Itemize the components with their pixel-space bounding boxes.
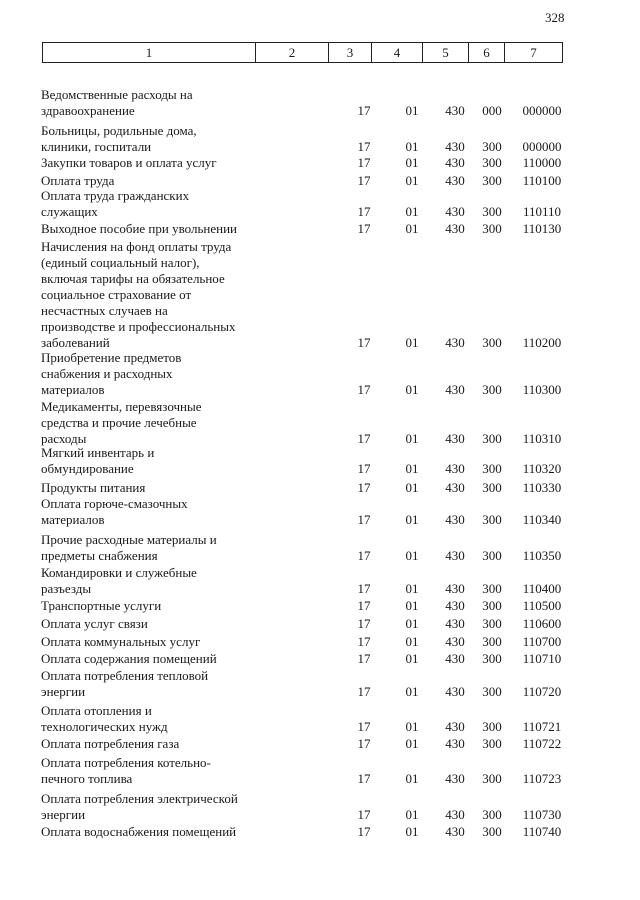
row-code-c7: 110200 <box>522 335 562 350</box>
column-header-6: 6 <box>469 43 505 63</box>
row-code-c5: 430 <box>445 173 465 188</box>
row-code-c5: 430 <box>445 382 465 397</box>
row-code-c5: 430 <box>445 807 465 822</box>
row-code-c6: 300 <box>482 335 502 350</box>
row-code-c3: 17 <box>357 431 371 446</box>
row-code-c7: 110310 <box>522 431 562 446</box>
row-code-c5: 430 <box>445 824 465 839</box>
row-code-c3: 17 <box>357 548 371 563</box>
column-header-7: 7 <box>505 43 563 63</box>
row-code-c3: 17 <box>357 204 371 219</box>
row-name: Оплата потребления газа <box>41 736 180 751</box>
row-code-c3: 17 <box>357 461 371 476</box>
row-code-c3: 17 <box>357 221 371 236</box>
row-code-c4: 01 <box>405 651 419 666</box>
row-code-c3: 17 <box>357 598 371 613</box>
row-code-c7: 110721 <box>522 719 562 734</box>
row-code-c7: 110740 <box>522 824 562 839</box>
row-code-c3: 17 <box>357 382 371 397</box>
row-code-c6: 300 <box>482 616 502 631</box>
row-code-c6: 300 <box>482 684 502 699</box>
row-code-c7: 110723 <box>522 771 562 786</box>
row-code-c7: 110340 <box>522 512 562 527</box>
row-code-c6: 300 <box>482 598 502 613</box>
row-code-c4: 01 <box>405 480 419 495</box>
row-code-c7: 110700 <box>522 634 562 649</box>
row-code-c6: 300 <box>482 736 502 751</box>
row-code-c7: 110710 <box>522 651 562 666</box>
row-code-c4: 01 <box>405 335 419 350</box>
row-code-c3: 17 <box>357 684 371 699</box>
row-code-c3: 17 <box>357 512 371 527</box>
row-code-c4: 01 <box>405 173 419 188</box>
page-number: 328 <box>545 10 565 25</box>
row-code-c4: 01 <box>405 684 419 699</box>
row-code-c7: 110500 <box>522 598 562 613</box>
row-name: Оплата отопления и технологических нужд <box>41 703 168 734</box>
row-code-c5: 430 <box>445 204 465 219</box>
row-code-c3: 17 <box>357 581 371 596</box>
row-code-c6: 300 <box>482 771 502 786</box>
row-code-c4: 01 <box>405 581 419 596</box>
row-name: Закупки товаров и оплата услуг <box>41 155 217 170</box>
row-code-c5: 430 <box>445 461 465 476</box>
row-code-c5: 430 <box>445 634 465 649</box>
row-code-c6: 300 <box>482 581 502 596</box>
row-name: Оплата труда гражданских служащих <box>41 188 190 219</box>
row-code-c7: 110000 <box>522 155 562 170</box>
row-code-c5: 430 <box>445 581 465 596</box>
row-code-c7: 110330 <box>522 480 562 495</box>
row-code-c7: 110110 <box>522 204 562 219</box>
row-code-c6: 300 <box>482 807 502 822</box>
row-code-c4: 01 <box>405 512 419 527</box>
column-header-4: 4 <box>372 43 423 63</box>
row-name: Оплата коммунальных услуг <box>41 634 201 649</box>
row-code-c7: 110720 <box>522 684 562 699</box>
row-code-c3: 17 <box>357 480 371 495</box>
row-code-c5: 430 <box>445 616 465 631</box>
row-code-c5: 430 <box>445 139 465 154</box>
row-code-c6: 300 <box>482 480 502 495</box>
row-code-c5: 430 <box>445 548 465 563</box>
row-name: Оплата водоснабжения помещений <box>41 824 237 839</box>
row-code-c4: 01 <box>405 461 419 476</box>
row-name: Мягкий инвентарь и обмундирование <box>41 445 155 476</box>
row-code-c6: 300 <box>482 173 502 188</box>
row-code-c6: 300 <box>482 221 502 236</box>
row-code-c7: 110130 <box>522 221 562 236</box>
row-code-c6: 300 <box>482 512 502 527</box>
row-code-c6: 300 <box>482 431 502 446</box>
row-code-c5: 430 <box>445 335 465 350</box>
row-code-c7: 110300 <box>522 382 562 397</box>
row-name: Оплата потребления котельно- печного топлива <box>41 755 211 786</box>
row-code-c4: 01 <box>405 155 419 170</box>
row-name: Оплата услуг связи <box>41 616 148 631</box>
row-code-c7: 110400 <box>522 581 562 596</box>
row-code-c3: 17 <box>357 771 371 786</box>
row-name: Оплата горюче-смазочных материалов <box>41 496 188 527</box>
row-code-c4: 01 <box>405 771 419 786</box>
row-code-c3: 17 <box>357 616 371 631</box>
row-code-c6: 300 <box>482 461 502 476</box>
row-code-c3: 17 <box>357 139 371 154</box>
row-code-c4: 01 <box>405 616 419 631</box>
row-code-c4: 01 <box>405 204 419 219</box>
row-name: Командировки и служебные разъезды <box>41 565 197 596</box>
row-code-c5: 430 <box>445 155 465 170</box>
row-code-c7: 000000 <box>522 139 562 154</box>
row-code-c7: 110320 <box>522 461 562 476</box>
row-code-c3: 17 <box>357 155 371 170</box>
row-code-c3: 17 <box>357 719 371 734</box>
row-code-c4: 01 <box>405 103 419 118</box>
row-code-c3: 17 <box>357 634 371 649</box>
row-code-c6: 000 <box>482 103 502 118</box>
column-header-3: 3 <box>329 43 372 63</box>
row-code-c5: 430 <box>445 480 465 495</box>
row-code-c7: 110722 <box>522 736 562 751</box>
row-code-c7: 000000 <box>522 103 562 118</box>
row-code-c3: 17 <box>357 335 371 350</box>
column-header-2: 2 <box>256 43 329 63</box>
row-name: Оплата потребления тепловой энергии <box>41 668 209 699</box>
row-name: Медикаменты, перевязочные средства и прочие лечебные расходы <box>41 399 202 446</box>
row-code-c6: 300 <box>482 634 502 649</box>
row-code-c4: 01 <box>405 382 419 397</box>
row-code-c7: 110600 <box>522 616 562 631</box>
row-code-c5: 430 <box>445 684 465 699</box>
row-code-c4: 01 <box>405 221 419 236</box>
row-name: Прочие расходные материалы и предметы снабжения <box>41 532 217 563</box>
row-code-c3: 17 <box>357 103 371 118</box>
row-name: Оплата потребления электрической энергии <box>41 791 238 822</box>
row-code-c5: 430 <box>445 771 465 786</box>
column-header-5: 5 <box>423 43 469 63</box>
row-code-c5: 430 <box>445 598 465 613</box>
row-code-c3: 17 <box>357 807 371 822</box>
row-code-c5: 430 <box>445 651 465 666</box>
row-name: Начисления на фонд оплаты труда (единый социальный налог), включая тарифы на обязательное социальное страхование от несчастных случаев на производстве и профессиональных заболеваний <box>41 239 236 350</box>
row-name: Приобретение предметов снабжения и расходных материалов <box>41 350 182 397</box>
row-code-c5: 430 <box>445 512 465 527</box>
row-code-c6: 300 <box>482 548 502 563</box>
row-code-c6: 300 <box>482 651 502 666</box>
row-code-c4: 01 <box>405 736 419 751</box>
row-name: Оплата содержания помещений <box>41 651 217 666</box>
row-code-c3: 17 <box>357 824 371 839</box>
row-code-c5: 430 <box>445 221 465 236</box>
row-code-c3: 17 <box>357 173 371 188</box>
row-code-c4: 01 <box>405 139 419 154</box>
row-code-c4: 01 <box>405 824 419 839</box>
row-name: Ведомственные расходы на здравоохранение <box>41 87 193 118</box>
row-code-c6: 300 <box>482 382 502 397</box>
row-code-c4: 01 <box>405 431 419 446</box>
row-code-c6: 300 <box>482 204 502 219</box>
row-code-c6: 300 <box>482 155 502 170</box>
row-code-c5: 430 <box>445 431 465 446</box>
row-code-c3: 17 <box>357 736 371 751</box>
row-name: Продукты питания <box>41 480 146 495</box>
row-code-c5: 430 <box>445 103 465 118</box>
row-code-c6: 300 <box>482 824 502 839</box>
row-code-c7: 110100 <box>522 173 562 188</box>
row-code-c4: 01 <box>405 807 419 822</box>
row-name: Больницы, родильные дома, клиники, госпитали <box>41 123 197 154</box>
row-code-c6: 300 <box>482 719 502 734</box>
row-code-c7: 110730 <box>522 807 562 822</box>
row-code-c6: 300 <box>482 139 502 154</box>
column-header-1: 1 <box>43 43 256 63</box>
row-name: Выходное пособие при увольнении <box>41 221 237 236</box>
row-name: Транспортные услуги <box>41 598 162 613</box>
row-name: Оплата труда <box>41 173 115 188</box>
row-code-c5: 430 <box>445 736 465 751</box>
row-code-c4: 01 <box>405 598 419 613</box>
row-code-c4: 01 <box>405 548 419 563</box>
row-code-c4: 01 <box>405 634 419 649</box>
row-code-c3: 17 <box>357 651 371 666</box>
row-code-c7: 110350 <box>522 548 562 563</box>
row-code-c5: 430 <box>445 719 465 734</box>
row-code-c4: 01 <box>405 719 419 734</box>
